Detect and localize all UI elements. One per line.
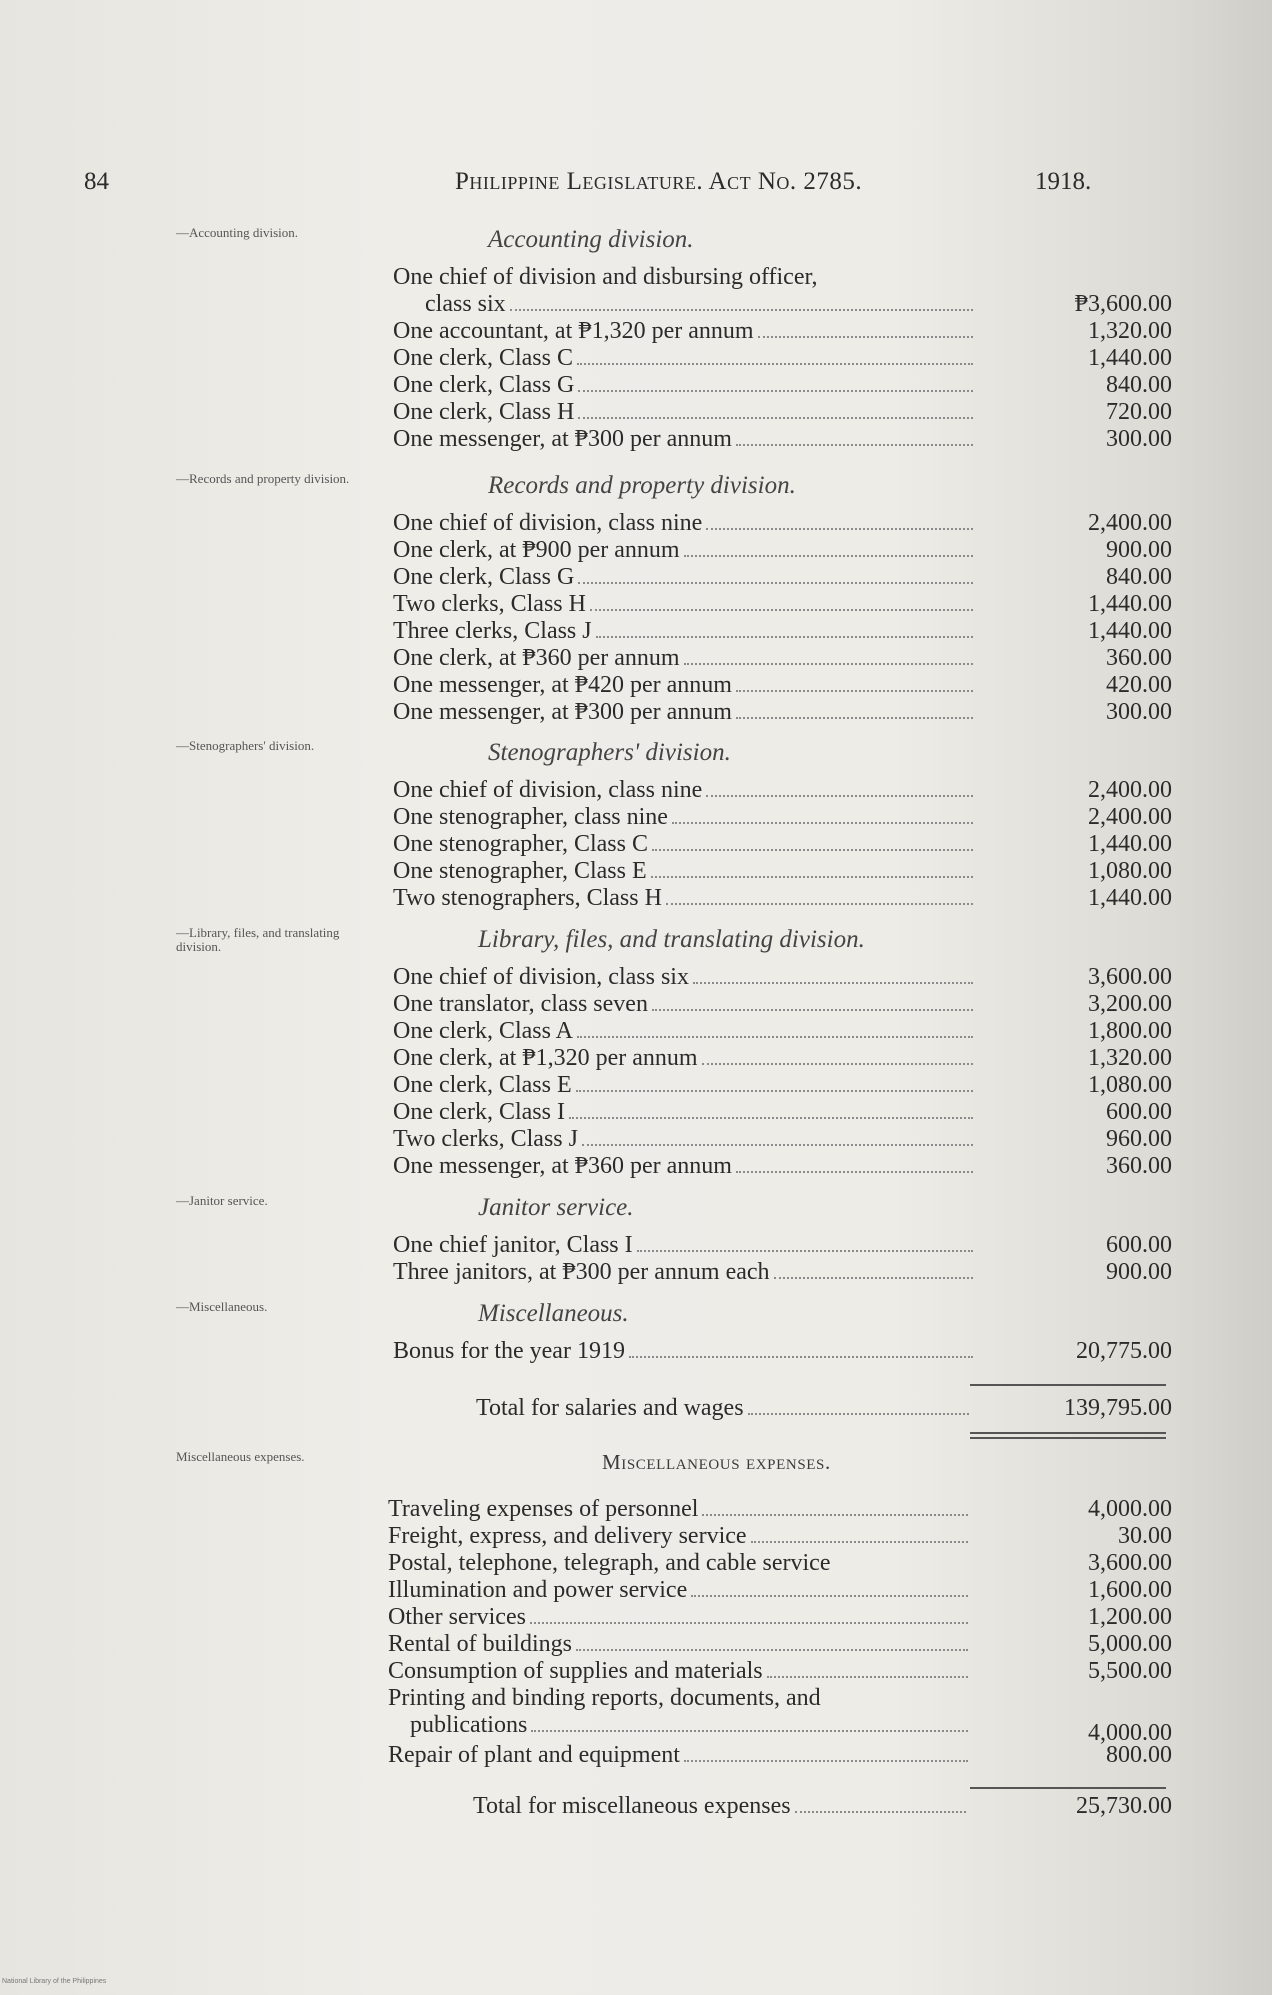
item-amount: 1,440.00 — [1088, 618, 1172, 644]
item-amount: 960.00 — [1106, 1126, 1172, 1152]
total-rule — [970, 1384, 1166, 1386]
item-label: One chief of division, class nine — [393, 510, 975, 537]
item-amount: 360.00 — [1106, 645, 1172, 671]
line-item — [0, 885, 1272, 912]
line-item — [0, 1550, 1272, 1577]
item-label: One chief of division, class nine — [393, 777, 975, 804]
item-label: Illumination and power service — [388, 1577, 970, 1604]
line-item — [0, 1018, 1272, 1045]
item-label: One clerk, Class E — [393, 1072, 975, 1099]
item-amount: 30.00 — [1118, 1523, 1172, 1549]
section-heading: Janitor service. — [478, 1194, 634, 1221]
item-amount: 300.00 — [1106, 426, 1172, 452]
line-item — [0, 537, 1272, 564]
misc-total-row — [0, 1793, 1272, 1820]
item-label: One clerk, Class A — [393, 1018, 975, 1045]
item-label: One stenographer, Class E — [393, 858, 975, 885]
item-label: Other services — [388, 1604, 970, 1631]
item-amount: 1,440.00 — [1088, 345, 1172, 371]
item-amount: 4,000.00 — [1088, 1496, 1172, 1522]
item-label: One messenger, at ₱360 per annum — [393, 1153, 975, 1180]
item-label: One clerk, Class G — [393, 564, 975, 591]
line-item — [0, 1259, 1272, 1286]
line-item — [0, 1232, 1272, 1259]
line-item — [0, 1099, 1272, 1126]
item-amount: 600.00 — [1106, 1232, 1172, 1258]
item-amount: 1,080.00 — [1088, 858, 1172, 884]
item-label: One accountant, at ₱1,320 per annum — [393, 318, 975, 345]
line-item — [0, 964, 1272, 991]
item-label: One messenger, at ₱300 per annum — [393, 699, 975, 726]
page-header — [0, 168, 1272, 202]
item-label: One chief of division, class six — [393, 964, 975, 991]
section-heading: Library, files, and translating division. — [478, 926, 865, 953]
item-amount: 1,080.00 — [1088, 1072, 1172, 1098]
item-label: Bonus for the year 1919 — [393, 1338, 975, 1365]
item-amount: 300.00 — [1106, 699, 1172, 725]
item-amount: 1,320.00 — [1088, 318, 1172, 344]
line-item — [0, 426, 1272, 453]
item-label: One stenographer, Class C — [393, 831, 975, 858]
line-item — [0, 564, 1272, 591]
item-amount: 1,800.00 — [1088, 1018, 1172, 1044]
item-label: class six — [425, 291, 975, 318]
line-item — [0, 1072, 1272, 1099]
line-item — [0, 1712, 1272, 1746]
margin-note: —Janitor service. — [176, 1193, 268, 1208]
line-item — [0, 858, 1272, 885]
line-item — [0, 618, 1272, 645]
line-item — [0, 399, 1272, 426]
item-label: One messenger, at ₱300 per annum — [393, 426, 975, 453]
item-amount: 1,600.00 — [1088, 1577, 1172, 1603]
item-label: One stenographer, class nine — [393, 804, 975, 831]
margin-note: —Stenographers' division. — [176, 738, 315, 753]
line-item — [0, 1523, 1272, 1550]
item-amount: 5,500.00 — [1088, 1658, 1172, 1684]
item-amount: 1,440.00 — [1088, 591, 1172, 617]
line-item — [0, 345, 1272, 372]
line-item — [0, 318, 1272, 345]
section-heading: Miscellaneous expenses. — [602, 1450, 831, 1474]
item-label: One clerk, Class G — [393, 372, 975, 399]
line-item — [0, 591, 1272, 618]
line-item — [0, 510, 1272, 537]
item-label: Freight, express, and delivery service — [388, 1523, 970, 1550]
line-item — [0, 1496, 1272, 1523]
item-label: One clerk, Class I — [393, 1099, 975, 1126]
section-heading: Stenographers' division. — [488, 739, 731, 766]
line-item — [0, 831, 1272, 858]
item-label: One translator, class seven — [393, 991, 975, 1018]
double-rule — [970, 1432, 1166, 1439]
item-amount: 3,600.00 — [1088, 964, 1172, 990]
item-label: Three janitors, at ₱300 per annum each — [393, 1259, 975, 1286]
item-amount: 360.00 — [1106, 1153, 1172, 1179]
section-heading: Records and property division. — [488, 472, 796, 499]
line-item — [0, 672, 1272, 699]
margin-note: —Miscellaneous. — [176, 1299, 268, 1314]
section-heading: Miscellaneous. — [478, 1300, 629, 1327]
item-label: Three clerks, Class J — [393, 618, 975, 645]
item-amount: 720.00 — [1106, 399, 1172, 425]
line-item — [0, 699, 1272, 726]
line-item — [0, 1338, 1272, 1365]
item-amount: 900.00 — [1106, 1259, 1172, 1285]
line-item — [0, 1153, 1272, 1180]
item-label: One chief janitor, Class I — [393, 1232, 975, 1259]
item-label: Repair of plant and equipment — [388, 1742, 970, 1769]
item-label: One clerk, at ₱900 per annum — [393, 537, 975, 564]
line-item — [0, 991, 1272, 1018]
page-number: 84 — [84, 168, 109, 195]
margin-note: —Accounting division. — [176, 225, 299, 240]
line-item — [0, 1742, 1272, 1769]
item-amount: 840.00 — [1106, 564, 1172, 590]
item-label: One clerk, Class H — [393, 399, 975, 426]
item-amount: 2,400.00 — [1088, 510, 1172, 536]
line-item — [0, 1045, 1272, 1072]
running-head: Philippine Legislature. Act No. 2785. — [455, 168, 863, 195]
item-amount: 2,400.00 — [1088, 777, 1172, 803]
item-amount: 5,000.00 — [1088, 1631, 1172, 1657]
margin-note: —Records and property division. — [176, 471, 350, 486]
item-label: Postal, telephone, telegraph, and cable service — [388, 1550, 831, 1576]
item-label: Traveling expenses of personnel — [388, 1496, 970, 1523]
item-amount: 900.00 — [1106, 537, 1172, 563]
item-amount: 3,200.00 — [1088, 991, 1172, 1017]
item-amount: 840.00 — [1106, 372, 1172, 398]
line-item — [0, 1658, 1272, 1685]
item-amount: ₱3,600.00 — [1074, 291, 1172, 317]
item-amount: 1,200.00 — [1088, 1604, 1172, 1630]
item-amount: 600.00 — [1106, 1099, 1172, 1125]
line-item — [0, 1631, 1272, 1658]
item-label: Two clerks, Class J — [393, 1126, 975, 1153]
item-label: Two stenographers, Class H — [393, 885, 975, 912]
total-rule — [970, 1787, 1166, 1789]
section-heading: Accounting division. — [488, 226, 694, 253]
line-item — [0, 1604, 1272, 1631]
total-amount: 139,795.00 — [1064, 1395, 1172, 1421]
line-item — [0, 1577, 1272, 1604]
item-label: One clerk, at ₱360 per annum — [393, 645, 975, 672]
item-label: Consumption of supplies and materials — [388, 1658, 970, 1685]
line-item — [0, 1126, 1272, 1153]
line-item — [0, 264, 1272, 291]
item-amount: 800.00 — [1106, 1742, 1172, 1768]
item-amount: 1,440.00 — [1088, 885, 1172, 911]
item-label: One clerk, at ₱1,320 per annum — [393, 1045, 975, 1072]
item-label: publications — [410, 1712, 970, 1739]
item-amount: 1,320.00 — [1088, 1045, 1172, 1071]
line-item — [0, 645, 1272, 672]
item-amount: 4,000.00 — [1088, 1720, 1172, 1746]
item-label: Printing and binding reports, documents, and — [388, 1685, 821, 1711]
line-item — [0, 777, 1272, 804]
item-amount: 20,775.00 — [1076, 1338, 1172, 1364]
header-year: 1918. — [1035, 168, 1092, 195]
line-item — [0, 804, 1272, 831]
item-label: Rental of buildings — [388, 1631, 970, 1658]
item-amount: 2,400.00 — [1088, 804, 1172, 830]
item-amount: 1,440.00 — [1088, 831, 1172, 857]
line-item — [0, 372, 1272, 399]
item-label: One messenger, at ₱420 per annum — [393, 672, 975, 699]
line-item — [0, 291, 1272, 318]
scan-credit: National Library of the Philippines — [2, 1978, 107, 1985]
salaries-total-row — [0, 1395, 1272, 1422]
total-label: Total for miscellaneous expenses — [473, 1793, 968, 1820]
item-label: Two clerks, Class H — [393, 591, 975, 618]
item-label: One chief of division and disbursing officer, — [393, 264, 818, 290]
total-label: Total for salaries and wages — [476, 1395, 971, 1422]
item-amount: 3,600.00 — [1088, 1550, 1172, 1576]
total-amount: 25,730.00 — [1076, 1793, 1172, 1819]
margin-note: —Library, files, and translating division. — [176, 925, 340, 954]
margin-note: Miscellaneous expenses. — [176, 1449, 305, 1464]
item-amount: 420.00 — [1106, 672, 1172, 698]
line-item — [0, 1685, 1272, 1712]
item-label: One clerk, Class C — [393, 345, 975, 372]
